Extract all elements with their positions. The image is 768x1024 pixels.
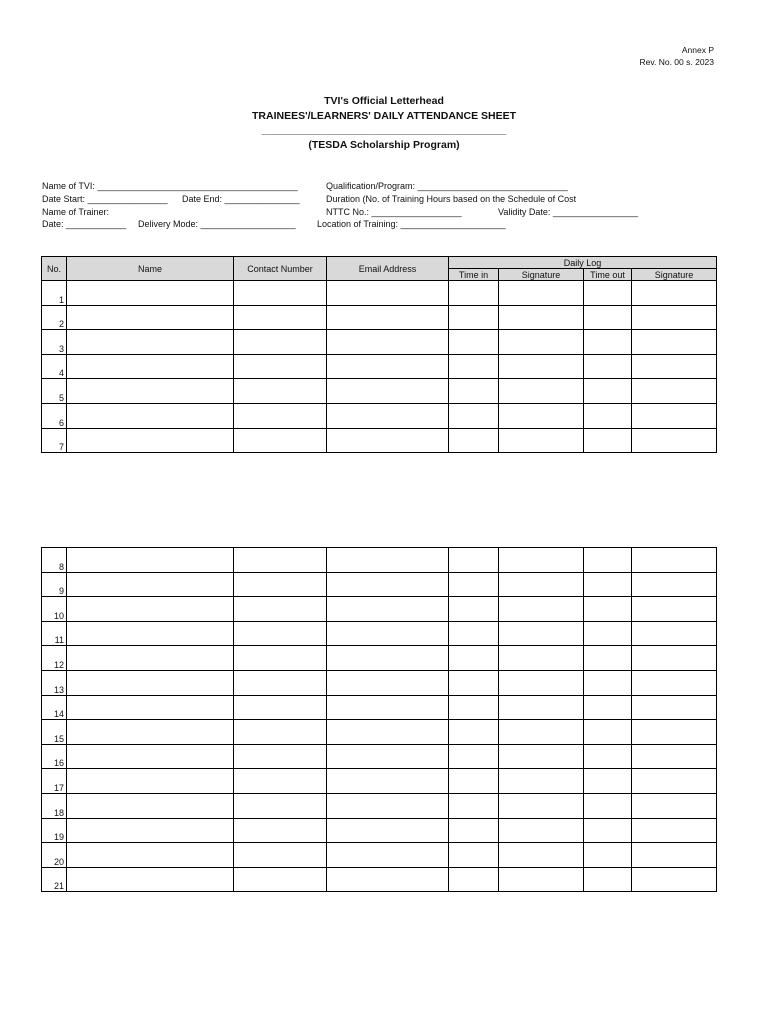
- signature-out-cell[interactable]: [632, 548, 717, 573]
- contact-cell[interactable]: [234, 769, 327, 794]
- email-cell[interactable]: [327, 548, 449, 573]
- table-row: [42, 867, 717, 892]
- signature-out-cell[interactable]: [632, 330, 717, 355]
- name-cell[interactable]: [67, 646, 234, 671]
- table-row: [42, 428, 717, 453]
- time-in-cell[interactable]: [449, 281, 499, 306]
- time-in-cell[interactable]: [449, 670, 499, 695]
- signature-in-cell[interactable]: [499, 548, 584, 573]
- name-cell[interactable]: [67, 354, 234, 379]
- contact-cell[interactable]: [234, 354, 327, 379]
- contact-cell[interactable]: [234, 403, 327, 428]
- signature-out-cell[interactable]: [632, 621, 717, 646]
- time-out-cell[interactable]: [584, 843, 632, 868]
- delivery-mode-field: Delivery Mode: ___________________: [138, 219, 296, 229]
- table-row: [42, 597, 717, 622]
- col-header-time-in: Time in: [449, 269, 499, 281]
- email-cell[interactable]: [327, 428, 449, 453]
- table-row: [42, 744, 717, 769]
- email-cell[interactable]: [327, 695, 449, 720]
- signature-in-cell[interactable]: [499, 818, 584, 843]
- letterhead: TVI's Official Letterhead: [324, 95, 444, 107]
- name-cell[interactable]: [67, 769, 234, 794]
- contact-cell[interactable]: [234, 330, 327, 355]
- contact-cell[interactable]: [234, 720, 327, 745]
- contact-cell[interactable]: [234, 597, 327, 622]
- attendance-table-page2: [41, 547, 717, 892]
- table-row: [42, 695, 717, 720]
- contact-cell[interactable]: [234, 670, 327, 695]
- name-cell[interactable]: [67, 867, 234, 892]
- name-cell[interactable]: [67, 330, 234, 355]
- signature-out-cell[interactable]: [632, 354, 717, 379]
- signature-in-cell[interactable]: [499, 354, 584, 379]
- email-cell[interactable]: [327, 330, 449, 355]
- contact-cell[interactable]: [234, 281, 327, 306]
- time-in-cell[interactable]: [449, 305, 499, 330]
- table-row: [42, 379, 717, 404]
- contact-cell[interactable]: [234, 843, 327, 868]
- contact-cell[interactable]: [234, 867, 327, 892]
- signature-in-cell[interactable]: [499, 769, 584, 794]
- row-number: 13: [42, 670, 67, 695]
- row-number: 6: [42, 403, 67, 428]
- time-in-cell[interactable]: [449, 403, 499, 428]
- time-out-cell[interactable]: [584, 867, 632, 892]
- row-number: 16: [42, 744, 67, 769]
- time-out-cell[interactable]: [584, 597, 632, 622]
- time-in-cell[interactable]: [449, 428, 499, 453]
- revision-line: Rev. No. 00 s. 2023: [639, 57, 714, 67]
- contact-cell[interactable]: [234, 428, 327, 453]
- signature-out-cell[interactable]: [632, 843, 717, 868]
- signature-out-cell[interactable]: [632, 646, 717, 671]
- signature-in-cell[interactable]: [499, 621, 584, 646]
- location-field: Location of Training: _____________________: [317, 219, 506, 229]
- duration-field: Duration (No. of Training Hours based on the Schedule of Cost: [326, 194, 577, 204]
- table-row: [42, 646, 717, 671]
- name-cell[interactable]: [67, 403, 234, 428]
- name-cell[interactable]: [67, 379, 234, 404]
- signature-out-cell[interactable]: [632, 597, 717, 622]
- name-cell[interactable]: [67, 281, 234, 306]
- signature-in-cell[interactable]: [499, 403, 584, 428]
- row-number: 4: [42, 354, 67, 379]
- row-number: 21: [42, 867, 67, 892]
- time-in-cell[interactable]: [449, 793, 499, 818]
- row-number: 20: [42, 843, 67, 868]
- name-cell[interactable]: [67, 428, 234, 453]
- time-out-cell[interactable]: [584, 281, 632, 306]
- name-cell[interactable]: [67, 793, 234, 818]
- time-out-cell[interactable]: [584, 428, 632, 453]
- signature-in-cell[interactable]: [499, 646, 584, 671]
- signature-in-cell[interactable]: [499, 670, 584, 695]
- contact-cell[interactable]: [234, 744, 327, 769]
- email-cell[interactable]: [327, 403, 449, 428]
- name-cell[interactable]: [67, 818, 234, 843]
- table-row: [42, 330, 717, 355]
- email-cell[interactable]: [327, 793, 449, 818]
- name-cell[interactable]: [67, 695, 234, 720]
- table-row: [42, 548, 717, 573]
- signature-out-cell[interactable]: [632, 281, 717, 306]
- contact-cell[interactable]: [234, 572, 327, 597]
- signature-out-cell[interactable]: [632, 867, 717, 892]
- email-cell[interactable]: [327, 646, 449, 671]
- time-in-cell[interactable]: [449, 769, 499, 794]
- time-in-cell[interactable]: [449, 354, 499, 379]
- email-cell[interactable]: [327, 281, 449, 306]
- time-in-cell[interactable]: [449, 621, 499, 646]
- signature-in-cell[interactable]: [499, 305, 584, 330]
- contact-cell[interactable]: [234, 646, 327, 671]
- time-out-cell[interactable]: [584, 670, 632, 695]
- time-in-cell[interactable]: [449, 379, 499, 404]
- email-cell[interactable]: [327, 597, 449, 622]
- signature-out-cell[interactable]: [632, 428, 717, 453]
- contact-cell[interactable]: [234, 818, 327, 843]
- row-number: 17: [42, 769, 67, 794]
- email-cell[interactable]: [327, 843, 449, 868]
- row-number: 19: [42, 818, 67, 843]
- name-cell[interactable]: [67, 305, 234, 330]
- time-in-cell[interactable]: [449, 744, 499, 769]
- time-out-cell[interactable]: [584, 330, 632, 355]
- time-out-cell[interactable]: [584, 305, 632, 330]
- signature-out-cell[interactable]: [632, 720, 717, 745]
- signature-out-cell[interactable]: [632, 403, 717, 428]
- time-in-cell[interactable]: [449, 597, 499, 622]
- table-row: [42, 305, 717, 330]
- row-number: 1: [42, 281, 67, 306]
- email-cell[interactable]: [327, 305, 449, 330]
- email-cell[interactable]: [327, 354, 449, 379]
- date-field: Date: ____________: [42, 219, 127, 229]
- email-cell[interactable]: [327, 769, 449, 794]
- signature-out-cell[interactable]: [632, 695, 717, 720]
- time-out-cell[interactable]: [584, 572, 632, 597]
- col-header-daily-log: Daily Log: [449, 257, 717, 269]
- time-in-cell[interactable]: [449, 330, 499, 355]
- annex-label: [640, 44, 715, 68]
- email-cell[interactable]: [327, 670, 449, 695]
- contact-cell[interactable]: [234, 305, 327, 330]
- signature-out-cell[interactable]: [632, 769, 717, 794]
- table-row: [42, 818, 717, 843]
- validity-date-field: Validity Date: _________________: [498, 207, 638, 217]
- table-row: [42, 621, 717, 646]
- col-header-signature-in: Signature: [499, 269, 584, 281]
- signature-in-cell[interactable]: [499, 281, 584, 306]
- col-header-name: Name: [67, 257, 234, 281]
- time-in-cell[interactable]: [449, 548, 499, 573]
- time-out-cell[interactable]: [584, 818, 632, 843]
- row-number: 5: [42, 379, 67, 404]
- table-row: [42, 281, 717, 306]
- sheet-title: TRAINEES'/LEARNERS' DAILY ATTENDANCE SHEET: [251, 110, 517, 122]
- time-out-cell[interactable]: [584, 403, 632, 428]
- signature-in-cell[interactable]: [499, 744, 584, 769]
- col-header-contact: Contact Number: [234, 257, 327, 281]
- name-cell[interactable]: [67, 843, 234, 868]
- row-number: 10: [42, 597, 67, 622]
- name-cell[interactable]: [67, 548, 234, 573]
- signature-in-cell[interactable]: [499, 843, 584, 868]
- table-row: [42, 670, 717, 695]
- contact-cell[interactable]: [234, 695, 327, 720]
- nttc-field: NTTC No.: __________________: [326, 207, 462, 217]
- name-cell[interactable]: [67, 670, 234, 695]
- time-in-cell[interactable]: [449, 572, 499, 597]
- time-out-cell[interactable]: [584, 621, 632, 646]
- email-cell[interactable]: [327, 818, 449, 843]
- name-cell[interactable]: [67, 572, 234, 597]
- row-number: 14: [42, 695, 67, 720]
- title-blank-line: ____________________________________________: [261, 125, 507, 136]
- signature-in-cell[interactable]: [499, 597, 584, 622]
- signature-out-cell[interactable]: [632, 670, 717, 695]
- col-header-email: Email Address: [327, 257, 449, 281]
- signature-out-cell[interactable]: [632, 744, 717, 769]
- name-cell[interactable]: [67, 597, 234, 622]
- table-row: [42, 769, 717, 794]
- time-out-cell[interactable]: [584, 354, 632, 379]
- name-cell[interactable]: [67, 621, 234, 646]
- signature-out-cell[interactable]: [632, 793, 717, 818]
- time-in-cell[interactable]: [449, 646, 499, 671]
- table-row: [42, 843, 717, 868]
- table-row: [42, 793, 717, 818]
- signature-in-cell[interactable]: [499, 428, 584, 453]
- qualification-field: Qualification/Program: ______________________________: [326, 181, 568, 191]
- signature-in-cell[interactable]: [499, 867, 584, 892]
- email-cell[interactable]: [327, 572, 449, 597]
- signature-out-cell[interactable]: [632, 379, 717, 404]
- signature-out-cell[interactable]: [632, 305, 717, 330]
- time-in-cell[interactable]: [449, 818, 499, 843]
- attendance-table-page1: [41, 256, 717, 453]
- table-row: [42, 572, 717, 597]
- date-start-field: Date Start: ________________: [42, 194, 168, 204]
- time-out-cell[interactable]: [584, 720, 632, 745]
- col-header-time-out: Time out: [584, 269, 632, 281]
- signature-in-cell[interactable]: [499, 720, 584, 745]
- time-out-cell[interactable]: [584, 548, 632, 573]
- row-number: 3: [42, 330, 67, 355]
- time-in-cell[interactable]: [449, 843, 499, 868]
- signature-in-cell[interactable]: [499, 379, 584, 404]
- name-cell[interactable]: [67, 744, 234, 769]
- email-cell[interactable]: [327, 867, 449, 892]
- table-row: [42, 354, 717, 379]
- contact-cell[interactable]: [234, 379, 327, 404]
- col-header-signature-out: Signature: [632, 269, 717, 281]
- time-out-cell[interactable]: [584, 646, 632, 671]
- signature-out-cell[interactable]: [632, 818, 717, 843]
- time-out-cell[interactable]: [584, 793, 632, 818]
- signature-in-cell[interactable]: [499, 695, 584, 720]
- contact-cell[interactable]: [234, 621, 327, 646]
- row-number: 7: [42, 428, 67, 453]
- name-of-trainer-field: Name of Trainer:: [42, 207, 110, 217]
- time-in-cell[interactable]: [449, 720, 499, 745]
- email-cell[interactable]: [327, 720, 449, 745]
- row-number: 8: [42, 548, 67, 573]
- name-cell[interactable]: [67, 720, 234, 745]
- signature-in-cell[interactable]: [499, 793, 584, 818]
- time-in-cell[interactable]: [449, 695, 499, 720]
- program-name: (TESDA Scholarship Program): [308, 139, 460, 151]
- col-header-no: No.: [42, 257, 67, 281]
- email-cell[interactable]: [327, 744, 449, 769]
- table-row: [42, 403, 717, 428]
- email-cell[interactable]: [327, 379, 449, 404]
- time-out-cell[interactable]: [584, 379, 632, 404]
- time-out-cell[interactable]: [584, 769, 632, 794]
- annex-line: Annex P: [681, 45, 714, 55]
- time-out-cell[interactable]: [584, 744, 632, 769]
- time-in-cell[interactable]: [449, 867, 499, 892]
- signature-in-cell[interactable]: [499, 572, 584, 597]
- row-number: 18: [42, 793, 67, 818]
- time-out-cell[interactable]: [584, 695, 632, 720]
- signature-out-cell[interactable]: [632, 572, 717, 597]
- row-number: 11: [42, 621, 67, 646]
- row-number: 9: [42, 572, 67, 597]
- row-number: 15: [42, 720, 67, 745]
- date-end-field: Date End: _______________: [182, 194, 300, 204]
- row-number: 12: [42, 646, 67, 671]
- contact-cell[interactable]: [234, 793, 327, 818]
- contact-cell[interactable]: [234, 548, 327, 573]
- email-cell[interactable]: [327, 621, 449, 646]
- name-of-tvi-field: Name of TVI: ________________________________________: [42, 181, 298, 191]
- row-number: 2: [42, 305, 67, 330]
- signature-in-cell[interactable]: [499, 330, 584, 355]
- table-row: [42, 720, 717, 745]
